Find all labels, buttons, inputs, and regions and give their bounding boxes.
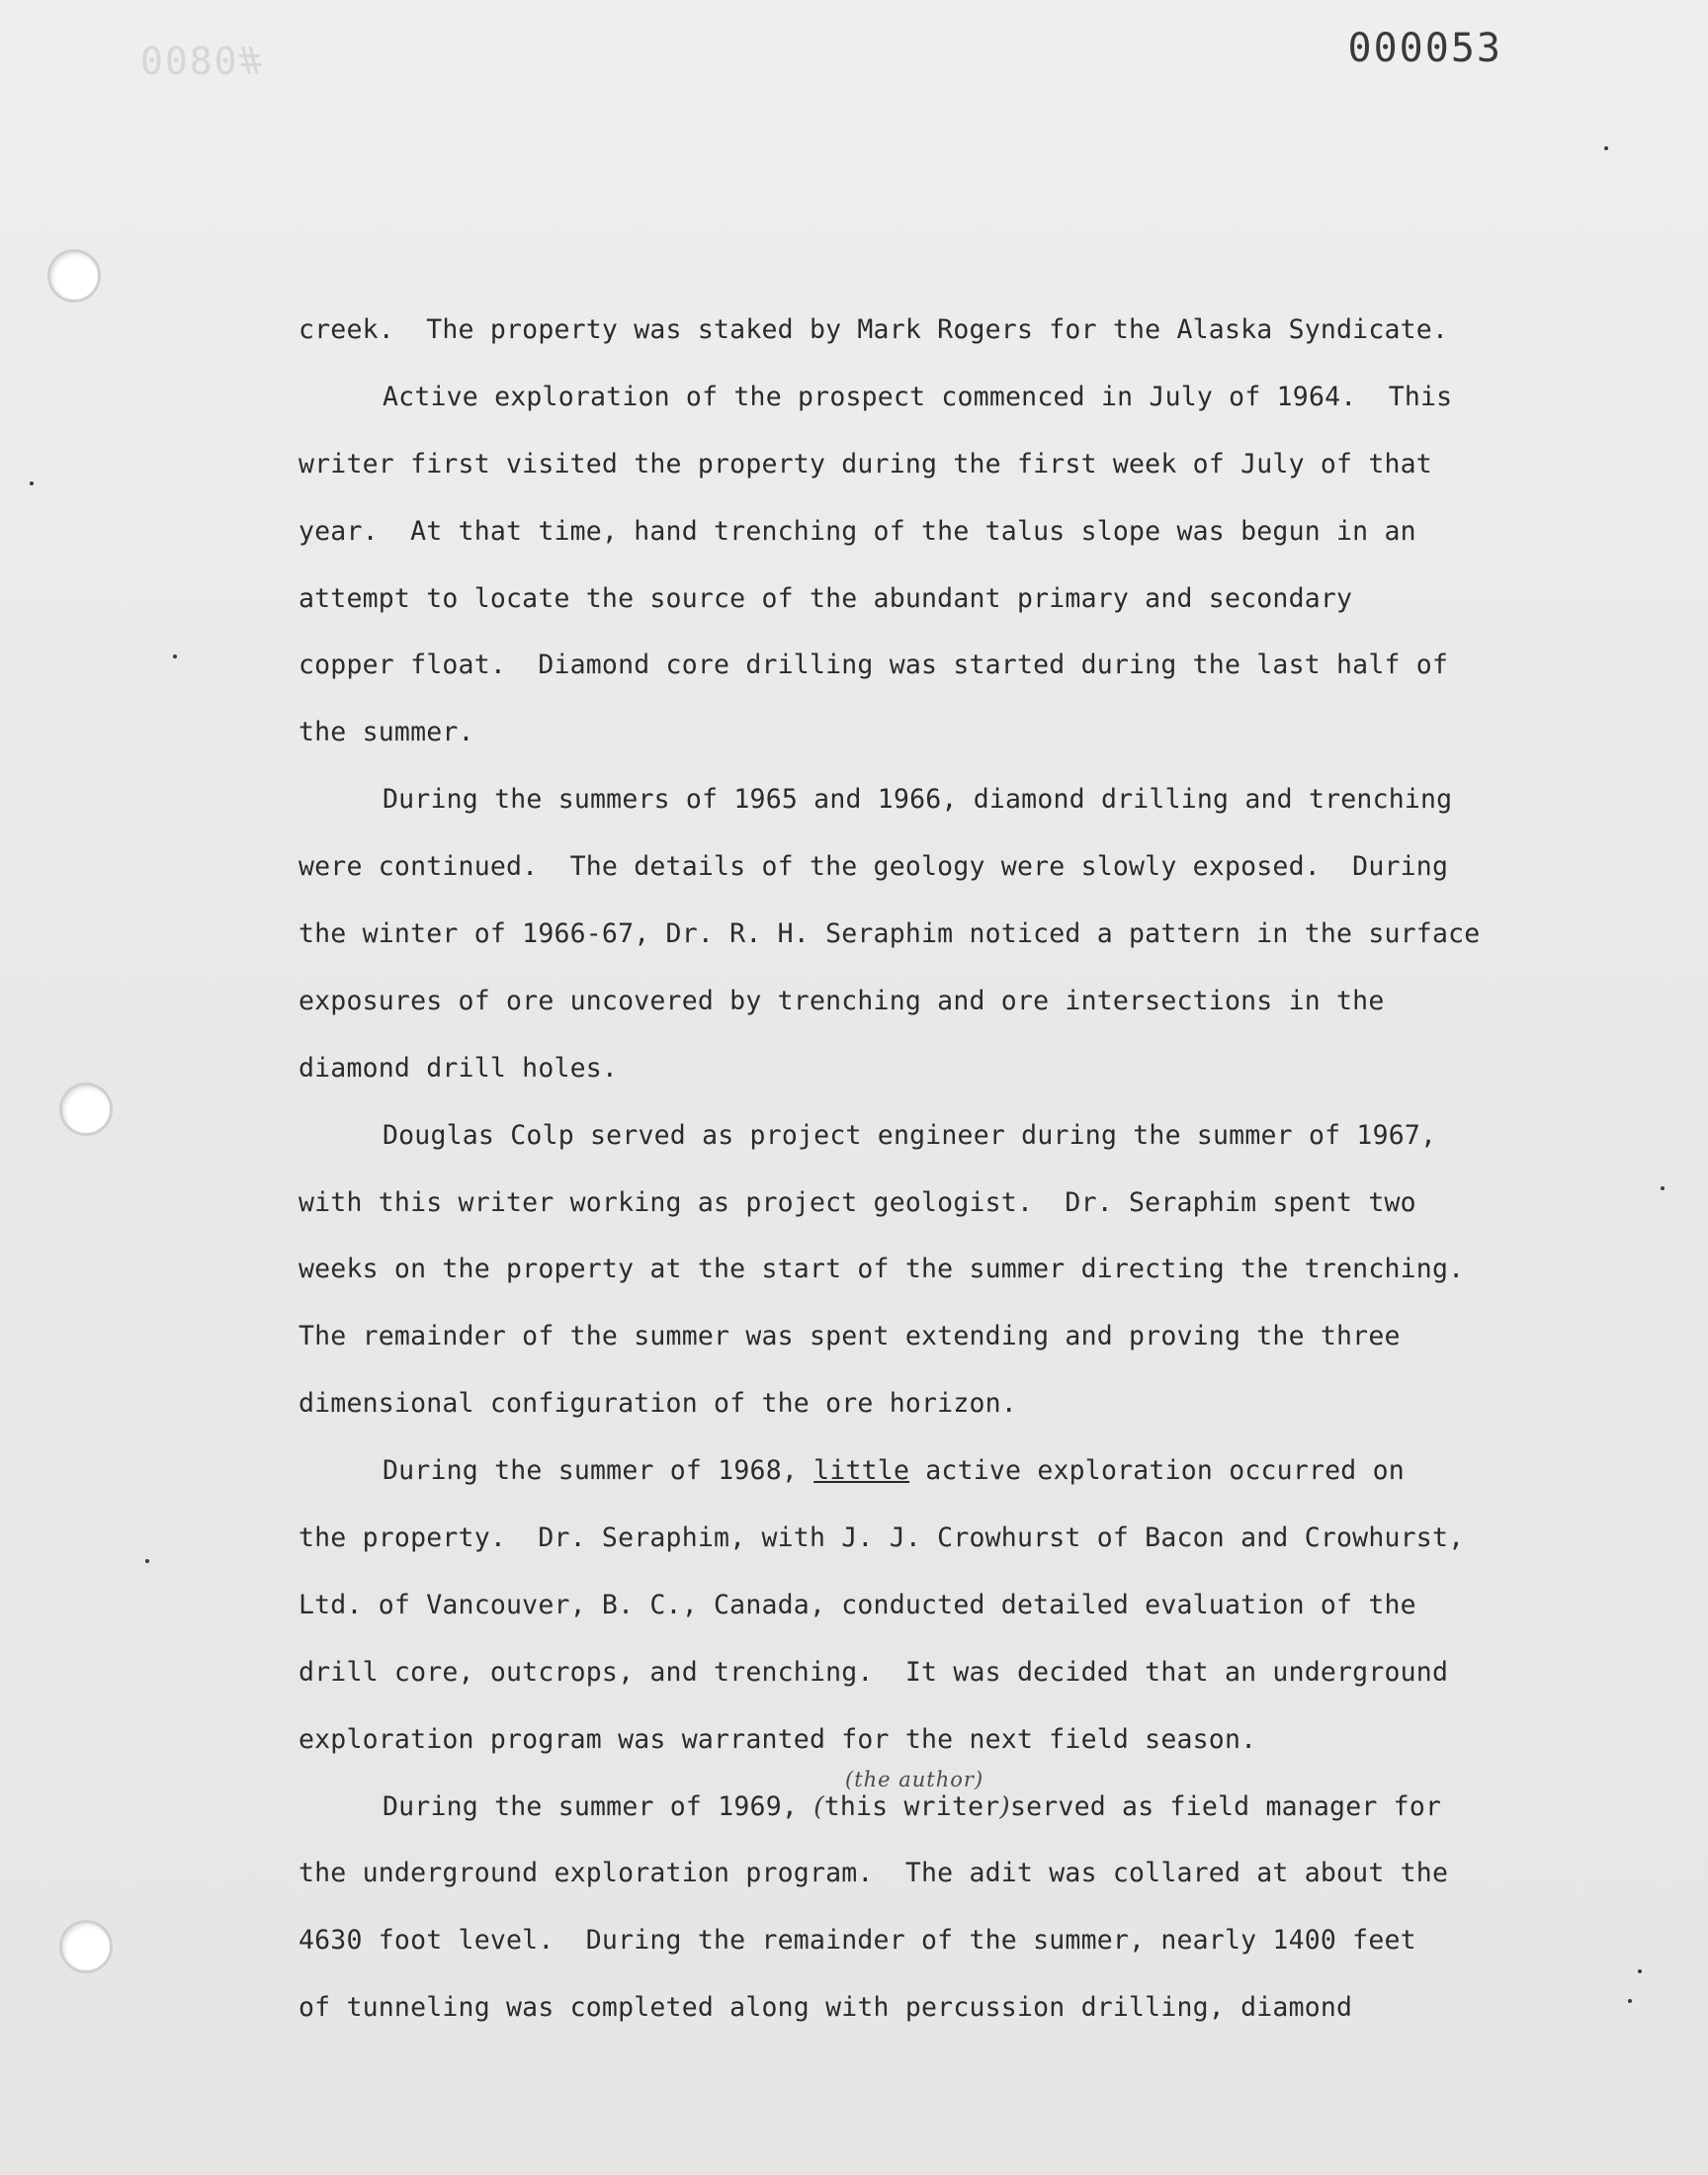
handwritten-paren: (	[813, 1790, 824, 1822]
text-line-1969	[299, 1767, 1564, 1853]
punch-hole	[59, 1083, 113, 1136]
scan-speck	[1604, 146, 1608, 150]
text-line: Ltd. of Vancouver, B. C., Canada, conducted detailed evaluation of the	[299, 1589, 1416, 1620]
text-line: with this writer working as project geologist. Dr. Seraphim spent two	[299, 1186, 1416, 1218]
text-line: writer first visited the property during the first week of July of that	[299, 448, 1432, 479]
text-line: weeks on the property at the start of the summer directing the trenching.	[299, 1254, 1465, 1285]
text-line: Douglas Colp served as project engineer during the summer of 1967,	[383, 1119, 1437, 1151]
text-line: year. At that time, hand trenching of the talus slope was begun in an	[299, 515, 1416, 547]
page-number: 000053	[1347, 26, 1502, 71]
text-line: creek. The property was staked by Mark Rogers for the Alaska Syndicate.	[299, 314, 1449, 345]
text-line: the underground exploration program. The adit was collared at about the	[299, 1858, 1449, 1889]
line-segment: served as field manager for	[1009, 1790, 1442, 1822]
scan-speck	[30, 481, 34, 485]
scan-speck	[145, 1559, 149, 1563]
line-segment: active exploration occurred on	[909, 1455, 1405, 1487]
punch-hole	[47, 249, 101, 303]
underlined-word: little	[813, 1455, 910, 1487]
text-line: 4630 foot level. During the remainder of the summer, nearly 1400 feet	[299, 1925, 1416, 1957]
scan-speck	[1638, 1969, 1642, 1973]
text-line: were continued. The details of the geology were slowly exposed. During	[299, 851, 1449, 883]
text-line: diamond drill holes.	[299, 1052, 619, 1084]
text-line: drill core, outcrops, and trenching. It was decided that an underground	[299, 1656, 1449, 1688]
text-line: exposures of ore uncovered by trenching and ore intersections in the	[299, 985, 1385, 1016]
text-line: dimensional configuration of the ore horizon.	[299, 1388, 1017, 1420]
scan-speck	[1628, 1999, 1632, 2003]
scan-speck	[173, 654, 177, 658]
bracketed-phrase: this writer	[823, 1790, 1000, 1822]
text-line: of tunneling was completed along with percussion drilling, diamond	[299, 1992, 1353, 2024]
text-line: During the summers of 1965 and 1966, diamond drilling and trenching	[383, 784, 1453, 816]
text-line: Active exploration of the prospect commenced in July of 1964. This	[383, 381, 1453, 412]
text-line: the summer.	[299, 717, 474, 748]
line-segment: During the summer of 1969,	[383, 1790, 814, 1822]
bleed-through-number: #0800	[138, 40, 262, 83]
line-segment: During the summer of 1968,	[383, 1455, 814, 1487]
text-line-1968	[299, 1449, 1564, 1517]
handwritten-paren: )	[999, 1790, 1010, 1822]
text-line: The remainder of the summer was spent extending and proving the three	[299, 1321, 1401, 1352]
handwritten-annotation: (the author)	[845, 1767, 984, 1791]
text-line: exploration program was warranted for the next field season.	[299, 1723, 1257, 1755]
scan-speck	[1661, 1186, 1665, 1190]
text-line: the winter of 1966-67, Dr. R. H. Seraphim noticed a pattern in the surface	[299, 918, 1481, 950]
text-line: attempt to locate the source of the abundant primary and secondary	[299, 582, 1353, 614]
punch-hole	[59, 1920, 113, 1973]
text-line: copper float. Diamond core drilling was started during the last half of	[299, 650, 1449, 681]
text-line: the property. Dr. Seraphim, with J. J. Crowhurst of Bacon and Crowhurst,	[299, 1522, 1465, 1554]
typewritten-body	[299, 308, 1564, 2053]
